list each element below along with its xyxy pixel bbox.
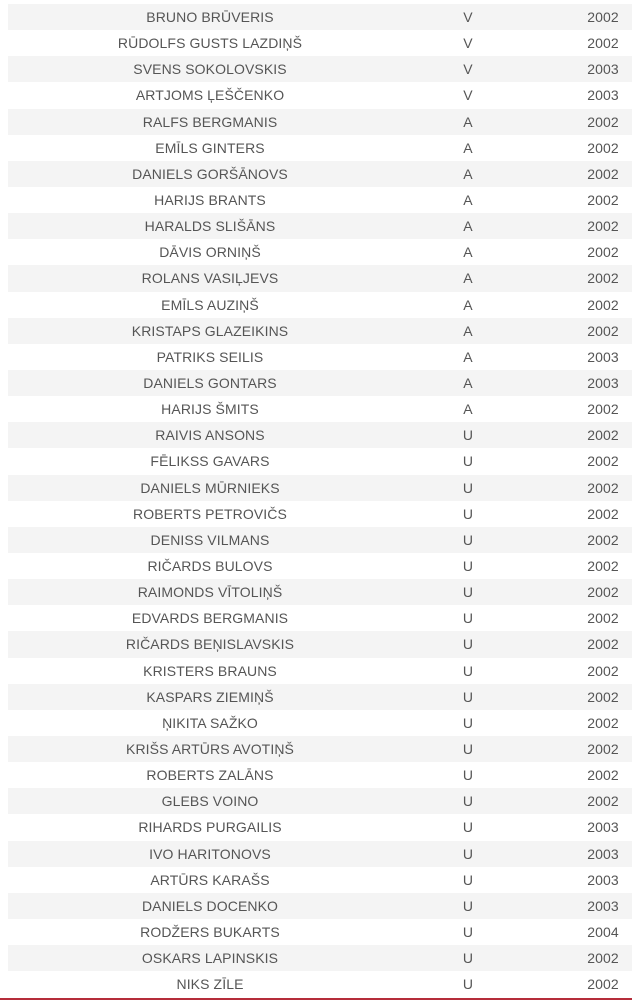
player-birth-year: 2002 (587, 793, 619, 810)
player-birth-year: 2003 (587, 897, 619, 914)
table-row (8, 265, 632, 291)
player-position: U (462, 871, 474, 888)
player-position: V (463, 9, 473, 26)
player-name: FĒLIKSS GAVARS (150, 453, 270, 470)
player-name: HARIJS BRANTS (154, 192, 266, 209)
player-birth-year: 2002 (587, 741, 619, 757)
player-name: ŅIKITA SAŽKO (162, 714, 258, 731)
player-name: RIHARDS PURGAILIS (138, 819, 282, 836)
table-row (8, 396, 632, 422)
table-row (8, 109, 632, 135)
player-name: PATRIKS SEILIS (156, 348, 264, 365)
table-row (8, 4, 632, 30)
player-name: DANIELS DOCENKO (141, 897, 279, 914)
player-name: DENISS VILMANS (150, 531, 270, 548)
player-position: U (462, 923, 474, 940)
player-name: RŪDOLFS GUSTS LAZDIŅŠ (117, 35, 303, 52)
player-position: U (462, 531, 474, 548)
player-birth-year: 2002 (587, 531, 619, 548)
player-birth-year: 2003 (587, 845, 619, 862)
player-position: U (462, 767, 474, 784)
player-position: U (462, 741, 474, 757)
player-position: U (462, 688, 474, 705)
player-position: A (463, 113, 473, 130)
player-birth-year: 2002 (587, 453, 619, 470)
player-birth-year: 2002 (587, 479, 619, 496)
player-position: U (462, 610, 474, 627)
player-name: DANIELS GORŠĀNOVS (132, 165, 288, 182)
player-name: EMĪLS AUZIŅŠ (161, 296, 259, 313)
table-row (8, 867, 632, 893)
player-birth-year: 2002 (587, 636, 619, 653)
player-position: U (462, 976, 474, 993)
table-row (8, 56, 632, 82)
player-name: IVO HARITONOVS (149, 845, 271, 862)
player-birth-year: 2003 (587, 87, 619, 104)
player-name: RIČARDS BULOVS (147, 558, 273, 575)
player-birth-year: 2002 (587, 165, 619, 182)
player-position: A (463, 296, 473, 313)
table-row (8, 161, 632, 187)
table-row (8, 893, 632, 919)
player-name: ARTŪRS KARAŠS (150, 871, 270, 888)
player-position: U (462, 819, 474, 836)
table-row (8, 501, 632, 527)
player-birth-year: 2004 (587, 923, 619, 940)
player-birth-year: 2002 (587, 296, 619, 313)
table-row (8, 658, 632, 684)
player-position: A (463, 348, 473, 365)
table-row (8, 605, 632, 631)
table-row (8, 762, 632, 788)
player-name: KRISTERS BRAUNS (143, 662, 277, 679)
player-birth-year: 2002 (587, 427, 619, 444)
player-position: U (462, 505, 474, 522)
player-name: RALFS BERGMANIS (142, 113, 278, 130)
player-birth-year: 2003 (587, 348, 619, 365)
player-name: EDVARDS BERGMANIS (131, 610, 289, 627)
player-birth-year: 2002 (587, 976, 619, 993)
table-row (8, 82, 632, 108)
player-position: U (462, 714, 474, 731)
table-row (8, 527, 632, 553)
player-position: A (463, 322, 473, 339)
table-row (8, 135, 632, 161)
table-row (8, 187, 632, 213)
table-row (8, 30, 632, 56)
table-row (8, 710, 632, 736)
player-position: U (462, 950, 474, 967)
table-row (8, 631, 632, 657)
player-name: DANIELS GONTARS (143, 375, 277, 392)
player-position: U (462, 584, 474, 601)
player-name: GLEBS VOINO (161, 793, 259, 810)
player-birth-year: 2002 (587, 113, 619, 130)
table-row (8, 239, 632, 265)
player-name: EMĪLS GINTERS (155, 139, 265, 156)
player-name: DĀVIS ORNIŅŠ (159, 244, 261, 261)
player-birth-year: 2003 (587, 375, 619, 392)
player-name: HARIJS ŠMITS (161, 401, 259, 418)
table-row (8, 448, 632, 474)
player-position: U (462, 845, 474, 862)
player-position: U (462, 453, 474, 470)
player-name: KRISTAPS GLAZEIKINS (131, 322, 289, 339)
table-row (8, 945, 632, 971)
player-name: RAIMONDS VĪTOLIŅŠ (137, 584, 283, 601)
player-birth-year: 2002 (587, 401, 619, 418)
player-name: ARTJOMS ĻEŠČENKO (135, 87, 285, 104)
player-birth-year: 2002 (587, 270, 619, 287)
player-position: U (462, 558, 474, 575)
roster-table (8, 4, 632, 997)
player-name: HARALDS SLIŠĀNS (144, 218, 276, 235)
player-birth-year: 2002 (587, 505, 619, 522)
player-birth-year: 2002 (587, 322, 619, 339)
table-row (8, 370, 632, 396)
player-position: A (463, 270, 473, 287)
player-birth-year: 2002 (587, 35, 619, 52)
table-row (8, 684, 632, 710)
player-position: U (462, 897, 474, 914)
table-row (8, 318, 632, 344)
player-birth-year: 2002 (587, 244, 619, 261)
player-name: ROBERTS PETROVIČS (133, 505, 287, 522)
player-name: DANIELS MŪRNIEKS (140, 479, 280, 496)
player-position: V (463, 35, 473, 52)
player-name: SVENS SOKOLOVSKIS (133, 61, 287, 78)
player-birth-year: 2002 (587, 192, 619, 209)
player-birth-year: 2002 (587, 139, 619, 156)
player-position: A (463, 244, 473, 261)
player-position: V (463, 61, 473, 78)
player-position: U (462, 427, 474, 444)
player-position: U (462, 636, 474, 653)
player-birth-year: 2002 (587, 688, 619, 705)
player-position: V (463, 87, 473, 104)
table-row (8, 475, 632, 501)
player-birth-year: 2003 (587, 61, 619, 78)
player-name: RAIVIS ANSONS (155, 427, 265, 444)
player-birth-year: 2002 (587, 9, 619, 26)
player-name: ROBERTS ZALĀNS (146, 767, 274, 784)
player-position: U (462, 662, 474, 679)
player-name: BRUNO BRŪVERIS (146, 9, 274, 26)
table-row (8, 344, 632, 370)
player-birth-year: 2002 (587, 662, 619, 679)
player-name: KASPARS ZIEMIŅŠ (146, 688, 274, 705)
player-birth-year: 2002 (587, 218, 619, 235)
player-position: A (463, 218, 473, 235)
player-birth-year: 2002 (587, 767, 619, 784)
player-position: A (463, 401, 473, 418)
table-row (8, 579, 632, 605)
player-position: A (463, 375, 473, 392)
table-row (8, 422, 632, 448)
player-name: RODŽERS BUKARTS (140, 923, 280, 940)
table-row (8, 814, 632, 840)
table-row (8, 553, 632, 579)
player-position: U (462, 479, 474, 496)
table-row (8, 971, 632, 997)
player-birth-year: 2002 (587, 584, 619, 601)
table-row (8, 213, 632, 239)
player-birth-year: 2003 (587, 871, 619, 888)
player-position: A (463, 165, 473, 182)
player-birth-year: 2002 (587, 950, 619, 967)
table-row (8, 292, 632, 318)
player-birth-year: 2002 (587, 558, 619, 575)
player-position: U (462, 793, 474, 810)
player-name: OSKARS LAPINSKIS (141, 950, 279, 967)
player-birth-year: 2002 (587, 714, 619, 731)
player-birth-year: 2002 (587, 610, 619, 627)
player-name: ROLANS VASIĻJEVS (141, 270, 279, 287)
table-row (8, 788, 632, 814)
player-birth-year: 2003 (587, 819, 619, 836)
player-name: NIKS ZĪLE (176, 976, 244, 993)
player-name: RIČARDS BEŅISLAVSKIS (125, 636, 295, 653)
player-position: A (463, 139, 473, 156)
player-position: A (463, 192, 473, 209)
table-row (8, 841, 632, 867)
table-row (8, 919, 632, 945)
table-row (8, 736, 632, 762)
player-name: KRIŠS ARTŪRS AVOTIŅŠ (126, 741, 294, 757)
